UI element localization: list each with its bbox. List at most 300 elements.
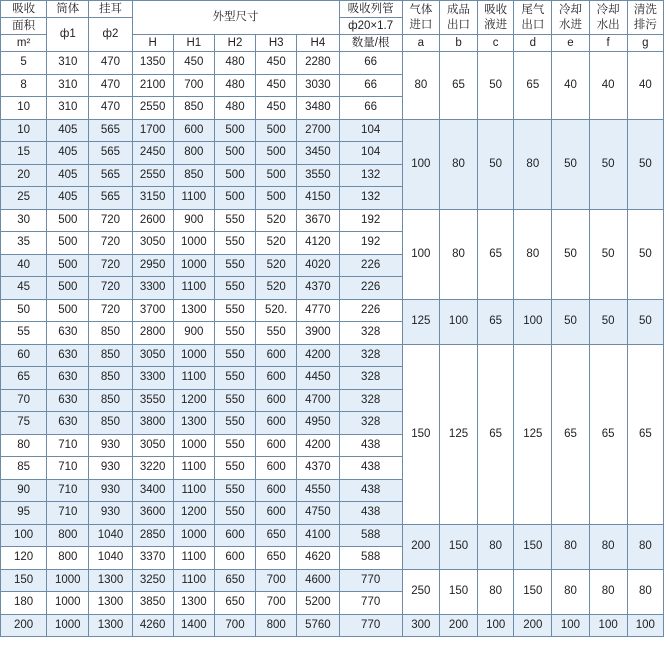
cell-shell-dia: 710 [47, 502, 89, 525]
cell-tail-gas-outlet: 150 [514, 524, 552, 569]
cell-h2: 550 [214, 367, 255, 390]
cell-tube-count: 132 [339, 164, 402, 187]
cell-area: 100 [1, 524, 47, 547]
cell-cooling-water-inlet: 80 [552, 524, 589, 569]
cell-h2: 550 [214, 232, 255, 255]
table-row [1, 52, 664, 75]
header-h4: H4 [297, 35, 339, 52]
cell-product-outlet: 125 [439, 344, 477, 524]
cell-h3: 600 [256, 457, 297, 480]
header-c: c [478, 35, 514, 52]
cell-cooling-water-inlet: 50 [552, 119, 589, 209]
cell-cooling-water-outlet: 50 [589, 299, 627, 344]
cell-lug-dia: 930 [89, 479, 132, 502]
cell-h1: 1000 [173, 434, 214, 457]
cell-h2: 500 [214, 119, 255, 142]
cell-gas-inlet: 150 [402, 344, 439, 524]
cell-h: 3300 [132, 367, 173, 390]
header-g-label: 清洗 排污 [627, 1, 663, 35]
cell-gas-inlet: 200 [402, 524, 439, 569]
cell-h2: 550 [214, 479, 255, 502]
cell-h2: 550 [214, 299, 255, 322]
cell-tail-gas-outlet: 80 [514, 209, 552, 299]
cell-lug-dia: 1300 [89, 592, 132, 615]
cell-shell-dia: 500 [47, 254, 89, 277]
cell-h3: 520 [256, 254, 297, 277]
cell-tail-gas-outlet: 125 [514, 344, 552, 524]
cell-h1: 1200 [173, 502, 214, 525]
header-f-label: 冷却 水出 [589, 1, 627, 35]
cell-h4: 4370 [297, 457, 339, 480]
cell-shell-dia: 630 [47, 367, 89, 390]
cell-h3: 800 [256, 614, 297, 637]
cell-shell-dia: 710 [47, 457, 89, 480]
cell-area: 75 [1, 412, 47, 435]
cell-area: 20 [1, 164, 47, 187]
header-h: H [132, 35, 173, 52]
cell-lug-dia: 850 [89, 344, 132, 367]
cell-shell-dia: 405 [47, 142, 89, 165]
cell-area: 80 [1, 434, 47, 457]
cell-h2: 550 [214, 457, 255, 480]
cell-product-outlet: 150 [439, 524, 477, 569]
cell-lug-dia: 850 [89, 322, 132, 345]
cell-tail-gas-outlet: 150 [514, 569, 552, 614]
cell-h1: 900 [173, 209, 214, 232]
cell-h3: 500 [256, 142, 297, 165]
cell-shell-dia: 1000 [47, 569, 89, 592]
cell-drain: 65 [627, 344, 663, 524]
cell-h1: 1300 [173, 592, 214, 615]
cell-h4: 4750 [297, 502, 339, 525]
cell-h4: 3900 [297, 322, 339, 345]
cell-h3: 550 [256, 322, 297, 345]
cell-shell-dia: 310 [47, 74, 89, 97]
cell-tube-count: 66 [339, 74, 402, 97]
cell-h2: 550 [214, 254, 255, 277]
cell-cooling-water-outlet: 80 [589, 524, 627, 569]
cell-h2: 480 [214, 97, 255, 120]
cell-lug-dia: 565 [89, 164, 132, 187]
cell-tube-count: 192 [339, 209, 402, 232]
cell-area: 8 [1, 74, 47, 97]
cell-tail-gas-outlet: 100 [514, 299, 552, 344]
cell-h2: 500 [214, 142, 255, 165]
cell-h4: 4700 [297, 389, 339, 412]
cell-h4: 4770 [297, 299, 339, 322]
cell-h2: 550 [214, 277, 255, 300]
cell-h4: 4100 [297, 524, 339, 547]
cell-tube-count: 328 [339, 412, 402, 435]
cell-product-outlet: 80 [439, 209, 477, 299]
cell-tube-count: 192 [339, 232, 402, 255]
cell-drain: 100 [627, 614, 663, 637]
cell-h2: 600 [214, 547, 255, 570]
cell-tube-count: 66 [339, 52, 402, 75]
cell-h4: 3450 [297, 142, 339, 165]
cell-h: 3600 [132, 502, 173, 525]
cell-lug-dia: 470 [89, 74, 132, 97]
cell-h3: 520 [256, 209, 297, 232]
cell-tube-count: 438 [339, 434, 402, 457]
cell-drain: 50 [627, 209, 663, 299]
cell-h1: 1100 [173, 277, 214, 300]
cell-lug-dia: 720 [89, 209, 132, 232]
cell-tube-count: 588 [339, 524, 402, 547]
cell-area: 120 [1, 547, 47, 570]
cell-tail-gas-outlet: 200 [514, 614, 552, 637]
cell-cooling-water-inlet: 80 [552, 569, 589, 614]
cell-lug-dia: 1040 [89, 524, 132, 547]
cell-h4: 4020 [297, 254, 339, 277]
cell-h: 3700 [132, 299, 173, 322]
cell-product-outlet: 100 [439, 299, 477, 344]
cell-lug-dia: 1040 [89, 547, 132, 570]
header-e-label: 冷却 水进 [552, 1, 589, 35]
cell-drain: 80 [627, 524, 663, 569]
cell-gas-inlet: 300 [402, 614, 439, 637]
cell-h3: 600 [256, 344, 297, 367]
header-tubes-line3: 数量/根 [339, 35, 402, 52]
cell-h1: 1100 [173, 187, 214, 210]
cell-h: 3300 [132, 277, 173, 300]
cell-lug-dia: 930 [89, 434, 132, 457]
header-dimensions: 外型尺寸 [132, 1, 339, 35]
cell-lug-dia: 720 [89, 232, 132, 255]
cell-h1: 600 [173, 119, 214, 142]
cell-tube-count: 226 [339, 299, 402, 322]
cell-shell-dia: 630 [47, 412, 89, 435]
cell-shell-dia: 310 [47, 52, 89, 75]
header-area-line2: 面积 [1, 18, 47, 35]
cell-shell-dia: 310 [47, 97, 89, 120]
cell-gas-inlet: 80 [402, 52, 439, 120]
cell-h4: 4370 [297, 277, 339, 300]
cell-h4: 4620 [297, 547, 339, 570]
cell-cooling-water-outlet: 50 [589, 119, 627, 209]
cell-h: 3400 [132, 479, 173, 502]
cell-h: 3550 [132, 389, 173, 412]
cell-tube-count: 104 [339, 119, 402, 142]
cell-cooling-water-outlet: 80 [589, 569, 627, 614]
cell-h4: 4120 [297, 232, 339, 255]
header-h1: H1 [173, 35, 214, 52]
cell-h1: 850 [173, 97, 214, 120]
cell-h1: 450 [173, 52, 214, 75]
cell-h3: 450 [256, 52, 297, 75]
cell-h4: 5200 [297, 592, 339, 615]
cell-cooling-water-inlet: 50 [552, 299, 589, 344]
cell-h1: 1100 [173, 569, 214, 592]
cell-lug-dia: 565 [89, 142, 132, 165]
cell-h3: 600 [256, 434, 297, 457]
cell-h2: 500 [214, 187, 255, 210]
cell-area: 55 [1, 322, 47, 345]
cell-h3: 600 [256, 389, 297, 412]
cell-h: 3150 [132, 187, 173, 210]
cell-cooling-water-inlet: 100 [552, 614, 589, 637]
header-b-label: 成品 出口 [439, 1, 477, 35]
cell-tail-gas-outlet: 65 [514, 52, 552, 120]
cell-h2: 550 [214, 322, 255, 345]
cell-tube-count: 770 [339, 614, 402, 637]
cell-shell-dia: 710 [47, 479, 89, 502]
header-a-label: 气体 进口 [402, 1, 439, 35]
cell-h2: 650 [214, 592, 255, 615]
cell-product-outlet: 200 [439, 614, 477, 637]
cell-tube-count: 438 [339, 502, 402, 525]
cell-h3: 600 [256, 367, 297, 390]
cell-h: 3370 [132, 547, 173, 570]
cell-h: 3050 [132, 232, 173, 255]
cell-h4: 3670 [297, 209, 339, 232]
cell-h4: 5760 [297, 614, 339, 637]
cell-absorb-liquid-inlet: 100 [478, 614, 514, 637]
cell-h4: 4450 [297, 367, 339, 390]
cell-h: 3800 [132, 412, 173, 435]
cell-h3: 450 [256, 97, 297, 120]
cell-h: 1700 [132, 119, 173, 142]
cell-area: 200 [1, 614, 47, 637]
cell-tube-count: 226 [339, 254, 402, 277]
cell-h2: 550 [214, 412, 255, 435]
cell-tube-count: 226 [339, 277, 402, 300]
cell-h1: 1400 [173, 614, 214, 637]
cell-h1: 1000 [173, 254, 214, 277]
cell-area: 10 [1, 119, 47, 142]
cell-drain: 40 [627, 52, 663, 120]
cell-lug-dia: 850 [89, 367, 132, 390]
cell-area: 15 [1, 142, 47, 165]
cell-h3: 600 [256, 479, 297, 502]
cell-h: 2850 [132, 524, 173, 547]
cell-h: 2450 [132, 142, 173, 165]
cell-lug-dia: 470 [89, 52, 132, 75]
cell-tube-count: 770 [339, 569, 402, 592]
cell-shell-dia: 800 [47, 547, 89, 570]
header-area-unit: m² [1, 35, 47, 52]
header-a: a [402, 35, 439, 52]
cell-h: 1350 [132, 52, 173, 75]
cell-shell-dia: 500 [47, 277, 89, 300]
header-lug-line2: ф2 [89, 18, 132, 52]
table-row [1, 344, 664, 367]
cell-h: 3050 [132, 434, 173, 457]
cell-h4: 3550 [297, 164, 339, 187]
cell-absorb-liquid-inlet: 65 [478, 209, 514, 299]
cell-h3: 700 [256, 592, 297, 615]
cell-gas-inlet: 250 [402, 569, 439, 614]
cell-h2: 550 [214, 502, 255, 525]
cell-lug-dia: 720 [89, 299, 132, 322]
cell-h3: 700 [256, 569, 297, 592]
cell-h: 3220 [132, 457, 173, 480]
cell-h: 3050 [132, 344, 173, 367]
cell-h1: 1000 [173, 524, 214, 547]
cell-gas-inlet: 125 [402, 299, 439, 344]
header-f: f [589, 35, 627, 52]
header-d-label: 尾气 出口 [514, 1, 552, 35]
cell-lug-dia: 565 [89, 119, 132, 142]
cell-h4: 3030 [297, 74, 339, 97]
cell-area: 70 [1, 389, 47, 412]
cell-h2: 480 [214, 74, 255, 97]
cell-h4: 4600 [297, 569, 339, 592]
cell-drain: 50 [627, 299, 663, 344]
cell-cooling-water-inlet: 65 [552, 344, 589, 524]
cell-shell-dia: 405 [47, 119, 89, 142]
cell-absorb-liquid-inlet: 65 [478, 344, 514, 524]
cell-h3: 500 [256, 187, 297, 210]
header-c-label: 吸收 液进 [478, 1, 514, 35]
cell-h2: 550 [214, 209, 255, 232]
cell-tube-count: 66 [339, 97, 402, 120]
cell-shell-dia: 500 [47, 209, 89, 232]
cell-drain: 80 [627, 569, 663, 614]
cell-lug-dia: 850 [89, 412, 132, 435]
cell-area: 40 [1, 254, 47, 277]
table-row [1, 524, 664, 547]
cell-h4: 4950 [297, 412, 339, 435]
cell-lug-dia: 470 [89, 97, 132, 120]
cell-tube-count: 438 [339, 479, 402, 502]
cell-h3: 600 [256, 502, 297, 525]
header-g: g [627, 35, 663, 52]
cell-shell-dia: 630 [47, 389, 89, 412]
cell-h3: 650 [256, 524, 297, 547]
cell-area: 95 [1, 502, 47, 525]
cell-h3: 520 [256, 277, 297, 300]
cell-shell-dia: 1000 [47, 614, 89, 637]
cell-h: 2550 [132, 164, 173, 187]
cell-cooling-water-outlet: 40 [589, 52, 627, 120]
cell-tube-count: 132 [339, 187, 402, 210]
table-row [1, 119, 664, 142]
cell-h1: 1000 [173, 232, 214, 255]
cell-h: 2800 [132, 322, 173, 345]
cell-area: 35 [1, 232, 47, 255]
cell-h: 2950 [132, 254, 173, 277]
cell-shell-dia: 500 [47, 232, 89, 255]
cell-product-outlet: 150 [439, 569, 477, 614]
cell-area: 85 [1, 457, 47, 480]
cell-h3: 520 [256, 232, 297, 255]
cell-h3: 500 [256, 119, 297, 142]
cell-area: 45 [1, 277, 47, 300]
cell-tube-count: 104 [339, 142, 402, 165]
cell-h: 4260 [132, 614, 173, 637]
cell-area: 65 [1, 367, 47, 390]
cell-area: 25 [1, 187, 47, 210]
cell-tube-count: 328 [339, 367, 402, 390]
cell-area: 50 [1, 299, 47, 322]
cell-lug-dia: 565 [89, 187, 132, 210]
cell-lug-dia: 720 [89, 254, 132, 277]
cell-h2: 600 [214, 524, 255, 547]
cell-h4: 2280 [297, 52, 339, 75]
cell-h: 2550 [132, 97, 173, 120]
header-h3: H3 [256, 35, 297, 52]
cell-absorb-liquid-inlet: 80 [478, 569, 514, 614]
cell-shell-dia: 405 [47, 164, 89, 187]
cell-h1: 1100 [173, 367, 214, 390]
cell-gas-inlet: 100 [402, 119, 439, 209]
cell-absorb-liquid-inlet: 50 [478, 119, 514, 209]
cell-h1: 700 [173, 74, 214, 97]
cell-product-outlet: 80 [439, 119, 477, 209]
cell-h: 2600 [132, 209, 173, 232]
cell-h2: 650 [214, 569, 255, 592]
cell-h: 2100 [132, 74, 173, 97]
cell-h2: 480 [214, 52, 255, 75]
table-row [1, 299, 664, 322]
cell-tube-count: 770 [339, 592, 402, 615]
cell-h1: 1100 [173, 479, 214, 502]
cell-shell-dia: 800 [47, 524, 89, 547]
cell-drain: 50 [627, 119, 663, 209]
cell-h4: 4200 [297, 434, 339, 457]
cell-h3: 600 [256, 412, 297, 435]
cell-area: 10 [1, 97, 47, 120]
cell-cooling-water-outlet: 100 [589, 614, 627, 637]
table-row [1, 614, 664, 637]
cell-tube-count: 328 [339, 322, 402, 345]
cell-h4: 4200 [297, 344, 339, 367]
header-tubes-line2: ф20×1.7 [339, 18, 402, 35]
cell-area: 60 [1, 344, 47, 367]
cell-lug-dia: 1300 [89, 569, 132, 592]
cell-tube-count: 438 [339, 457, 402, 480]
cell-tube-count: 328 [339, 344, 402, 367]
cell-h: 3250 [132, 569, 173, 592]
cell-h2: 550 [214, 389, 255, 412]
cell-h1: 1200 [173, 389, 214, 412]
cell-cooling-water-outlet: 50 [589, 209, 627, 299]
cell-h1: 1300 [173, 299, 214, 322]
cell-area: 180 [1, 592, 47, 615]
cell-lug-dia: 930 [89, 457, 132, 480]
table-row [1, 569, 664, 592]
cell-tube-count: 328 [339, 389, 402, 412]
cell-shell-dia: 405 [47, 187, 89, 210]
cell-h1: 1300 [173, 412, 214, 435]
cell-h4: 3480 [297, 97, 339, 120]
header-shell-line2: ф1 [47, 18, 89, 52]
cell-h4: 2700 [297, 119, 339, 142]
header-lug-line1: 挂耳 [89, 1, 132, 18]
cell-cooling-water-inlet: 40 [552, 52, 589, 120]
cell-h3: 520. [256, 299, 297, 322]
cell-cooling-water-outlet: 65 [589, 344, 627, 524]
cell-absorb-liquid-inlet: 80 [478, 524, 514, 569]
cell-gas-inlet: 100 [402, 209, 439, 299]
cell-h1: 1100 [173, 547, 214, 570]
header-tubes-line1: 吸收列管 [339, 1, 402, 18]
cell-h1: 800 [173, 142, 214, 165]
cell-h2: 700 [214, 614, 255, 637]
cell-h: 3850 [132, 592, 173, 615]
table-row [1, 209, 664, 232]
cell-h1: 850 [173, 164, 214, 187]
cell-lug-dia: 850 [89, 389, 132, 412]
cell-area: 150 [1, 569, 47, 592]
cell-h2: 550 [214, 344, 255, 367]
cell-h1: 1000 [173, 344, 214, 367]
cell-absorb-liquid-inlet: 50 [478, 52, 514, 120]
cell-h4: 4150 [297, 187, 339, 210]
header-shell-line1: 筒体 [47, 1, 89, 18]
cell-area: 30 [1, 209, 47, 232]
